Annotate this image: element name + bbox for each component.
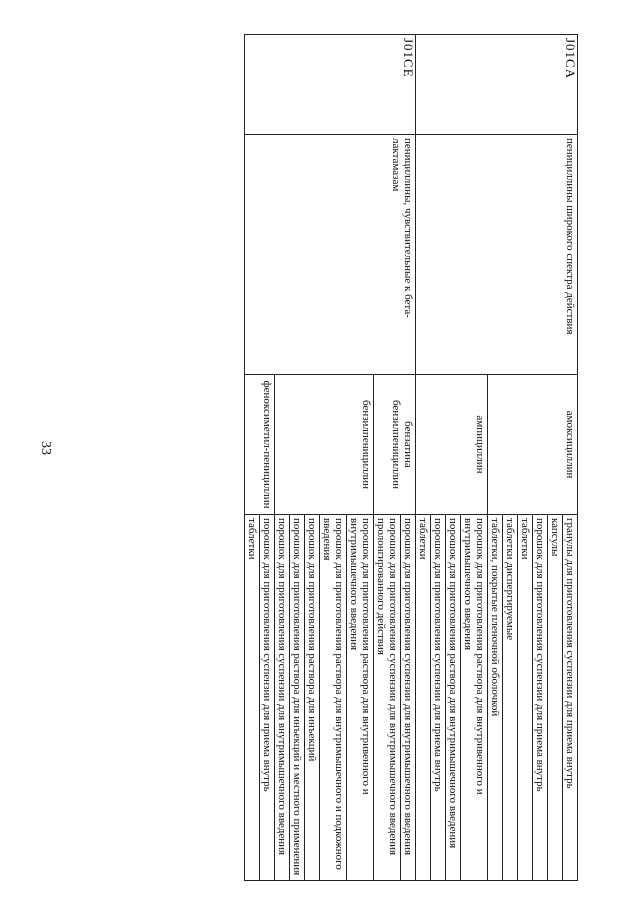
table-row — [401, 35, 416, 881]
dosage-form-cell: порошок для приготовления суспензии для приема внутрь — [431, 515, 446, 881]
dosage-form-cell: таблетки — [245, 515, 260, 881]
table-row — [563, 35, 578, 881]
drug-name-cell: ампициллин — [416, 375, 488, 515]
dosage-form-cell: порошок для приготовления суспензии для внутримышечного введения — [401, 515, 416, 881]
drug-name-cell: бензилпенициллин — [275, 375, 374, 515]
drug-name-cell: бензатина бензилпенициллин — [374, 375, 416, 515]
drug-table-body — [245, 35, 578, 881]
drug-name-cell: амоксициллин — [488, 375, 578, 515]
drug-table — [244, 34, 578, 881]
atc-code-cell: J01CA — [416, 35, 578, 135]
group-name-cell: пенициллины широкого спектра действия — [416, 135, 578, 375]
dosage-form-cell: порошок для приготовления раствора для инъекций — [305, 515, 320, 881]
dosage-form-cell: порошок для приготовления суспензии для приема внутрь — [260, 515, 275, 881]
atc-code-cell: J01CE — [245, 35, 416, 135]
group-name-cell: пенициллины, чувствительные к бета-лактамазам — [245, 135, 416, 375]
dosage-form-cell: таблетки — [416, 515, 431, 881]
page-number: 33 — [38, 441, 53, 455]
drug-table-container — [86, 34, 578, 880]
dosage-form-cell: порошок для приготовления раствора для внутривенного и внутримышечного введения — [347, 515, 374, 881]
rotated-table — [86, 34, 578, 880]
dosage-form-cell: порошок для приготовления раствора для внутримышечного и подкожного введения — [320, 515, 347, 881]
dosage-form-cell: порошок для приготовления раствора для инъекций и местного применения — [290, 515, 305, 881]
dosage-form-cell: порошок для приготовления раствора для внутримышечного введения — [446, 515, 461, 881]
drug-name-cell: феноксиметил-пенициллин — [245, 375, 275, 515]
dosage-form-cell: порошок для приготовления суспензии для приема внутрь — [533, 515, 548, 881]
dosage-form-cell: гранулы для приготовления суспензии для приема внутрь — [563, 515, 578, 881]
dosage-form-cell: таблетки — [518, 515, 533, 881]
dosage-form-cell: порошок для приготовления суспензии для внутримышечного введения пролонгированного действия — [374, 515, 401, 881]
dosage-form-cell: порошок для приготовления раствора для внутривенного и внутримышечного введения — [461, 515, 488, 881]
dosage-form-cell: капсулы — [548, 515, 563, 881]
dosage-form-cell: таблетки диспергируемые — [503, 515, 518, 881]
dosage-form-cell: порошок для приготовления суспензии для внутримышечного введения — [275, 515, 290, 881]
dosage-form-cell: таблетки, покрытые пленочной оболочкой — [488, 515, 503, 881]
